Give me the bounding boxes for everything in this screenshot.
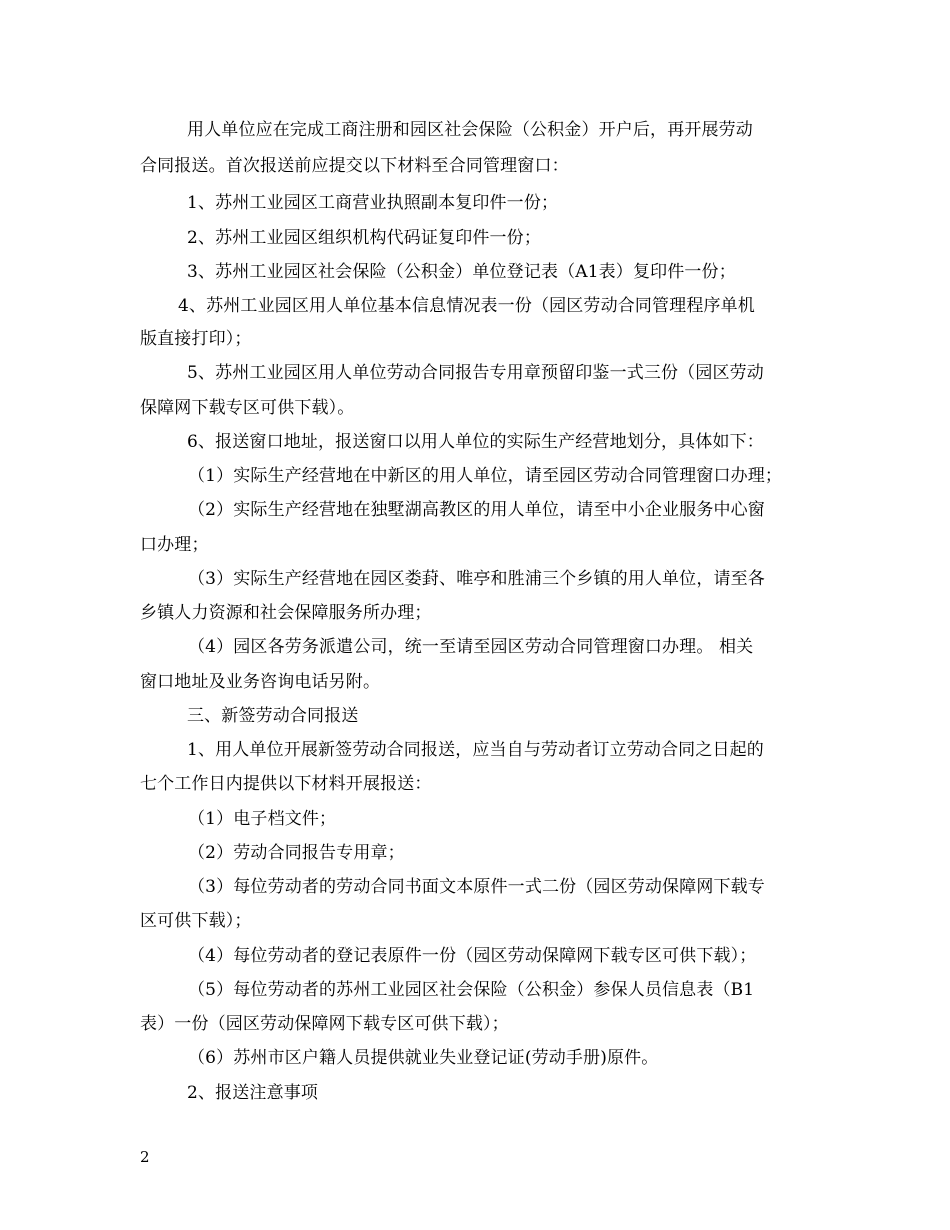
text-line: （5）每位劳动者的苏州工业园区社会保险（公积金）参保人员信息表（B1 xyxy=(188,980,755,1000)
section-heading: 三、新签劳动合同报送 xyxy=(187,706,359,726)
text-line: 6、报送窗口地址，报送窗口以用人单位的实际生产经营地划分，具体如下： xyxy=(187,432,764,452)
text-line: 合同报送。首次报送前应提交以下材料至合同管理窗口： xyxy=(140,156,569,176)
text-line: 4、苏州工业园区用人单位基本信息情况表一份（园区劳动合同管理程序单机 xyxy=(178,296,755,316)
text-line: （4）每位劳动者的登记表原件一份（园区劳动保障网下载专区可供下载）； xyxy=(188,946,757,966)
page-number: 2 xyxy=(140,1148,150,1166)
text-line: 窗口地址及业务咨询电话另附。 xyxy=(140,672,381,692)
text-line: （4）园区各劳务派遣公司，统一至请至园区劳动合同管理窗口办理。 相关 xyxy=(188,637,754,657)
text-line: 1、用人单位开展新签劳动合同报送，应当自与劳动者订立劳动合同之日起的 xyxy=(187,740,764,760)
text-line: （3）每位劳动者的劳动合同书面文本原件一式二份（园区劳动保障网下载专 xyxy=(188,877,765,897)
text-line: 1、苏州工业园区工商营业执照副本复印件一份； xyxy=(187,193,559,213)
text-line: （2）劳动合同报告专用章； xyxy=(188,843,405,863)
text-line: 表）一份（园区劳动保障网下载专区可供下载）； xyxy=(140,1014,509,1034)
text-line: 用人单位应在完成工商注册和园区社会保险（公积金）开户后，再开展劳动 xyxy=(187,120,753,140)
text-line: （1）电子档文件； xyxy=(188,809,337,829)
text-line: （3）实际生产经营地在园区娄葑、唯亭和胜浦三个乡镇的用人单位，请至各 xyxy=(188,569,765,589)
text-line: 5、苏州工业园区用人单位劳动合同报告专用章预留印鉴一式三份（园区劳动 xyxy=(187,363,764,383)
text-line: （6）苏州市区户籍人员提供就业失业登记证(劳动手册)原件。 xyxy=(188,1048,659,1068)
text-line: （1）实际生产经营地在中新区的用人单位，请至园区劳动合同管理窗口办理； xyxy=(188,466,783,486)
text-line: 版直接打印）； xyxy=(140,329,252,349)
text-line: 七个工作日内提供以下材料开展报送： xyxy=(140,774,432,794)
text-line: 区可供下载）； xyxy=(140,911,252,931)
text-line: 2、报送注意事项 xyxy=(187,1083,319,1103)
text-line: 3、苏州工业园区社会保险（公积金）单位登记表（A1表）复印件一份； xyxy=(187,262,736,282)
text-line: 乡镇人力资源和社会保障服务所办理； xyxy=(140,603,432,623)
text-line: 保障网下载专区可供下载）。 xyxy=(140,398,355,418)
text-line: 2、苏州工业园区组织机构代码证复印件一份； xyxy=(187,228,541,248)
text-line: 口办理； xyxy=(140,535,209,555)
text-line: （2）实际生产经营地在独墅湖高教区的用人单位，请至中小企业服务中心窗 xyxy=(188,500,765,520)
